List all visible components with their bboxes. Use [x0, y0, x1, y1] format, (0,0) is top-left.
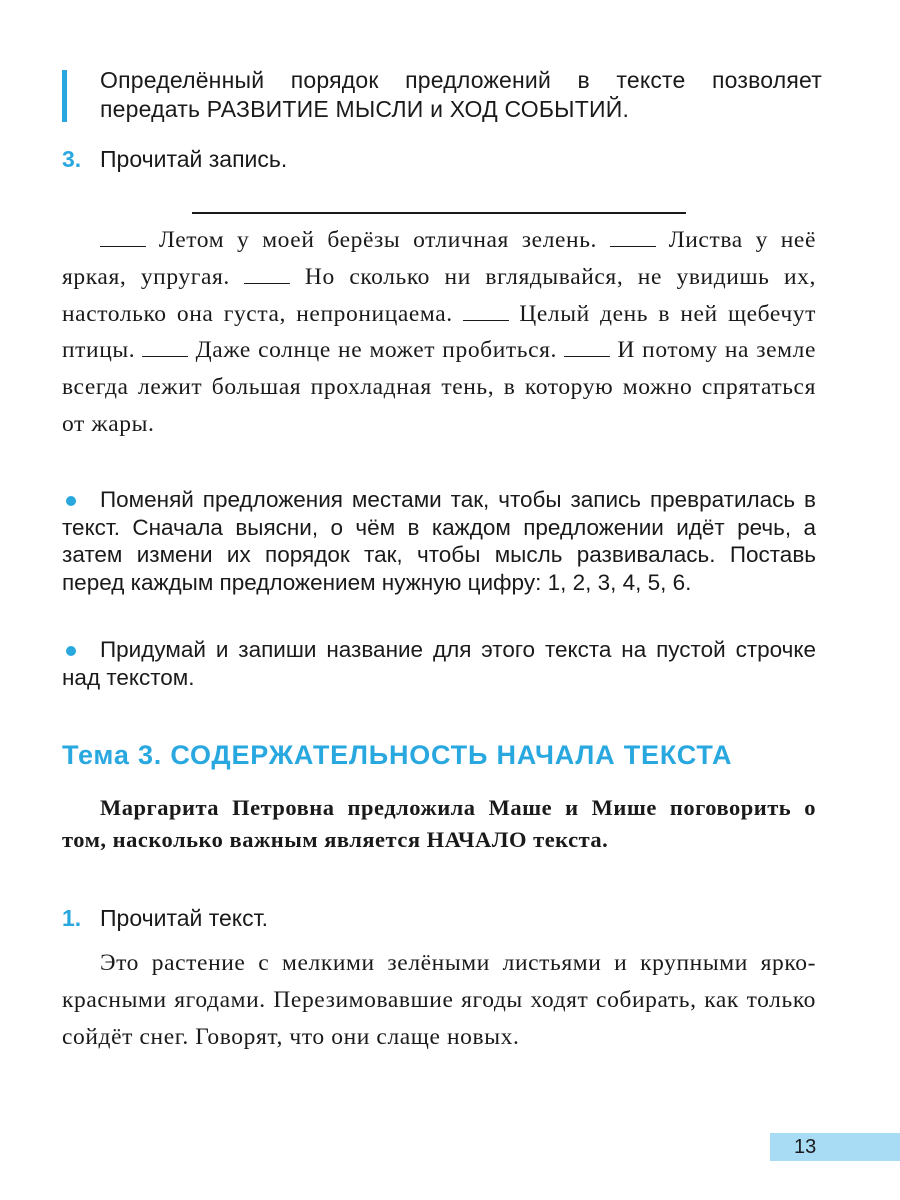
task-3-number: 3. [62, 146, 82, 172]
sentence-4: Целый день в ней щебечут птицы. [62, 300, 817, 364]
number-blank-3[interactable] [244, 265, 290, 284]
bullet-dot-icon [66, 496, 76, 506]
bullet-2 [62, 636, 816, 691]
sentence-3: Но сколько ни вглядывайся, не увидишь их, настолько она густа, непроницаема. [62, 263, 816, 327]
sentence-6: И потому на земле всегда лежит большая прохладная тень, в которую можно спрятаться от жары. [62, 337, 817, 437]
bullet-dot-icon [66, 646, 76, 656]
passage-1 [62, 222, 816, 443]
bullet-2-text: Придумай и запиши название для этого текста на пустой строчке над текстом. [62, 637, 816, 690]
passage-2-text: Это растение с мелкими зелёными листьями и крупными ярко-красными ягодами. Перезимовавшие ягоды ходят собирать, как только сойдёт снег. Говорят, что они слаще новых. [62, 950, 816, 1050]
rule-text [100, 66, 822, 124]
bullet-1 [62, 486, 816, 596]
task-3-text: Прочитай запись. [100, 146, 288, 172]
number-blank-2[interactable] [610, 228, 656, 247]
number-blank-1[interactable] [100, 228, 146, 247]
rule-box [62, 66, 822, 128]
task-1 [62, 904, 268, 933]
intro-paragraph: Маргарита Петровна предложила Маше и Мише поговорить о том, насколько важным является НАЧАЛО текста. [62, 795, 816, 852]
sentence-5: Даже солнце не может пробиться. [195, 337, 558, 364]
number-blank-6[interactable] [564, 338, 610, 357]
rule-conjunction: и [423, 96, 450, 122]
rule-emphasis-2: ХОД СОБЫТИЙ. [449, 96, 630, 122]
task-3 [62, 145, 287, 174]
theme-heading: Тема 3. СОДЕРЖАТЕЛЬНОСТЬ НАЧАЛА ТЕКСТА [62, 740, 733, 770]
task-1-text: Прочитай текст. [100, 905, 269, 931]
rule-text-plain: Определённый порядок предложений в тексте позволяет передать [100, 67, 822, 122]
number-blank-5[interactable] [142, 338, 188, 357]
passage-2 [62, 945, 816, 1055]
title-blank-line[interactable] [192, 212, 686, 214]
page-number-tab [770, 1133, 900, 1161]
bullet-1-text: Поменяй предложения местами так, чтобы запись превратилась в текст. Сначала выясни, о чём в каждом предложении идёт речь, а затем измени их порядок так, чтобы мысль развивалась. Поставь перед каждым предложением нужную цифру: 1, 2, 3, 4, 5, 6. [62, 487, 816, 595]
rule-emphasis-1: РАЗВИТИЕ МЫСЛИ [206, 96, 424, 122]
task-1-number: 1. [62, 905, 82, 931]
page-number: 13 [794, 1136, 817, 1158]
number-blank-4[interactable] [463, 302, 509, 321]
sentence-2: Листва у неё яркая, упругая. [62, 227, 816, 290]
rule-accent-bar [62, 70, 67, 122]
sentence-1: Летом у моей берёзы отличная зелень. [158, 227, 598, 253]
